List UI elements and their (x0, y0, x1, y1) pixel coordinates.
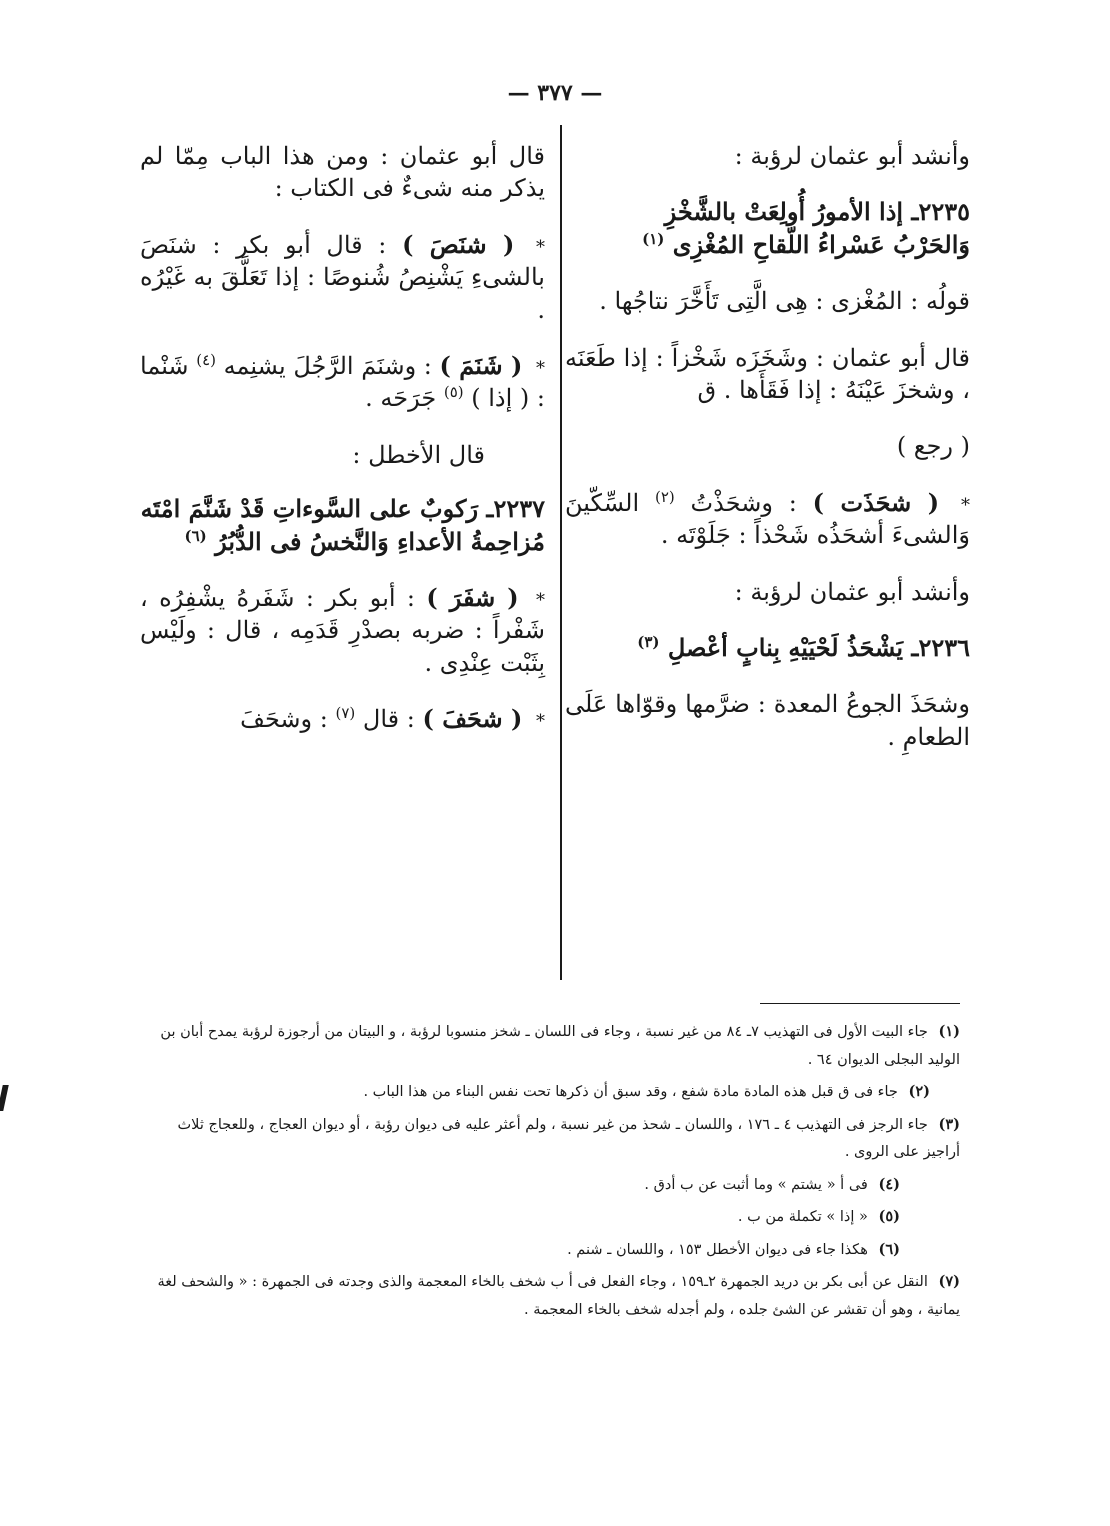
explanation-paragraph: قولُه : المُغْزى : هِى الَّتِى تَأَخَّرَ نتاجُها . (599, 287, 970, 316)
verse-2235-line2-wrap (565, 229, 970, 261)
footnote-2 (140, 1078, 960, 1107)
footnote-ref-1: (١) (642, 229, 665, 248)
entry-text: : قال (362, 705, 415, 734)
verse-2235 (565, 196, 970, 261)
source-mark: ق (697, 375, 717, 404)
shakhaza-paragraph (565, 342, 970, 407)
entry-shafara (140, 582, 545, 679)
entry-shahafa (140, 703, 545, 735)
entry-shanasa (140, 229, 545, 326)
entry-asterisk: * (535, 357, 545, 379)
footnote-text: هكذا جاء فى ديوان الأخطل ١٥٣ ، واللسان ـ شنم . (567, 1241, 868, 1258)
entry-term: ( شَنَمَ ) (439, 350, 523, 380)
footnotes (140, 1018, 960, 1328)
footnote-number: (٥) (878, 1208, 900, 1226)
verse-2237-line2: مُزاحِمةُ الأعداءِ وَالنَّخسُ فى الدُّبُرُ (215, 526, 545, 556)
left-column (140, 140, 545, 759)
footnote-number: (٢) (908, 1083, 930, 1101)
footnote-1 (140, 1018, 960, 1074)
footnote-text: فى أ « يشتم » وما أثبت عن ب أدق . (644, 1176, 868, 1193)
entry-text: : قال أبو بكر : شنَصَ بالشىءِ يَشْنِصُ شُنوصًا : إذا تَعَلَّقَ به غَيْرُه . (140, 230, 545, 324)
footnote-number: (٣) (938, 1115, 960, 1133)
footnote-number: (٤) (878, 1175, 900, 1193)
verse-2235-line2: وَالحَرْبُ عَسْراءُ اللّقاحِ المُغْزِى (672, 229, 970, 259)
verse-2237 (140, 493, 545, 558)
entry-asterisk: * (535, 589, 545, 611)
footnote-3 (140, 1111, 960, 1167)
rajaa-label: ( رجع ) (896, 432, 970, 461)
left-intro: قال أبو عثمان : ومن هذا الباب مِمّا لم يذكر منه شىءٌ فى الكتاب : (140, 142, 545, 203)
page-number: — ٣٧٧ — (507, 80, 603, 106)
verse-2235-line1: ٢٢٣٥ـ إذا الأمورُ أُولِعَتْ بالشَّخْزِ (664, 197, 970, 227)
entry-text-2: : وشحَفَ (240, 705, 328, 734)
shakhaza-text: قال أبو عثمان : وشَخَزَه شَخْزاً : إذا طَعَنَه ، وشخزَ عَيْنَهُ : إذا فَقَأَها . (565, 343, 970, 404)
entry-term: ( شحَفَ ) (422, 704, 523, 734)
entry-shanama (140, 350, 545, 415)
footnote-ref-7: (٧) (335, 704, 356, 723)
footnote-text: جاء البيت الأول فى التهذيب ٧ـ ٨٤ من غير نسبة ، وجاء فى اللسان ـ شخز منسوبا لرؤبة ، و البيتان من أرجوزة لرؤبة يمدح أبان بن الوليد البجلى الديوان ٦٤ . (160, 1024, 960, 1068)
verse-2236-text: ٢٢٣٦ـ يَشْحَذُ لَحْيَيْهِ بِنابٍ أعْصلِ (667, 632, 970, 662)
entry-text-3: جَرَحَه . (365, 384, 437, 413)
entry-term: ( شحَذَت ) (812, 487, 940, 517)
footnote-6 (140, 1236, 960, 1265)
footnote-number: (٧) (938, 1273, 960, 1291)
entry-text: : وشحَذْتُ (690, 488, 797, 517)
footnote-text: جاء فى ق قبل هذه المادة مادة شفع ، وقد سبق أن ذكرها تحت نفس البناء من هذا الباب . (363, 1084, 898, 1101)
right-intro-2: وأنشد أبو عثمان لرؤبة : (734, 577, 970, 606)
entry-text: : أبو بكر : شَفَرهُ يشْفِرُه ، شَفْراً : ضربه بصدْرِ قَدَمِه ، قال : ولَيْس بِثَبْت عِنْدِى . (140, 583, 545, 677)
verse-2237-line1: ٢٢٣٧ـ رَكوبٌ على السَّوءاتِ قَدْ شَنَّمَ امْتَه (140, 494, 545, 524)
footnote-number: (١) (938, 1023, 960, 1040)
footnote-ref-6: (٦) (184, 526, 207, 545)
entry-shahadha (565, 487, 970, 552)
entry-asterisk: * (536, 711, 545, 733)
footnote-ref-2: (٢) (654, 487, 675, 506)
footnote-text: « إذا » تكملة من ب . (737, 1209, 868, 1226)
right-intro: وأنشد أبو عثمان لرؤبة : (734, 142, 970, 170)
footnote-number: (٦) (878, 1240, 900, 1258)
entry-text-rest: السِّكّينَ وَالشىءَ أشحَذُه شَحْذاً : جَلَوْتَه . (565, 488, 970, 550)
footnote-4 (140, 1171, 960, 1200)
footnote-rule (760, 1003, 960, 1004)
verse-2237-line2-wrap (140, 526, 545, 558)
entry-term: ( شنَصَ ) (402, 229, 515, 259)
entry-term: ( شفَرَ ) (426, 582, 519, 612)
entry-asterisk: * (535, 236, 545, 258)
footnote-7 (140, 1268, 960, 1324)
scan-margin-mark (0, 1085, 9, 1111)
akhtal-intro: قال الأخطل : (352, 440, 485, 469)
footnote-text: جاء الرجز فى التهذيب ٤ ـ ١٧٦ ، واللسان ـ شحذ من غير نسبة ، ولم أعثر عليه فى ديوان رؤبة ، أو ديوان العجاج ، وللعجاج ثلاث أراجيز على الروى . (177, 1116, 960, 1161)
verse-2236 (565, 632, 970, 664)
entry-asterisk: * (960, 494, 970, 516)
footnote-text: النقل عن أبى بكر بن دريد الجمهرة ٢ـ١٥٩ ، وجاء الفعل فى أ ب شخف بالخاء المعجمة والذى وجدته فى الجمهرة : « والشحف لغة يمانية ، وهو أن تقشر عن الشئ جلده ، ولم أجدله شخف بالخاء المعجمة . (157, 1274, 960, 1318)
footnote-ref-5: (٥) (443, 383, 464, 402)
footnote-ref-4: (٤) (196, 350, 216, 369)
entry-text-2: شَنْما : ( إذا ) (140, 351, 545, 413)
footnote-5 (140, 1203, 960, 1232)
entry-text: : وشنَمَ الرَّجُلَ يشنِمه (223, 351, 432, 380)
footnote-ref-3: (٣) (637, 632, 660, 651)
column-divider (560, 125, 562, 980)
closing-paragraph: وشحَذَ الجوعُ المعدة : ضرَّمها وقوّاها عَلَى الطعامِ . (565, 690, 970, 751)
right-column (565, 140, 970, 777)
